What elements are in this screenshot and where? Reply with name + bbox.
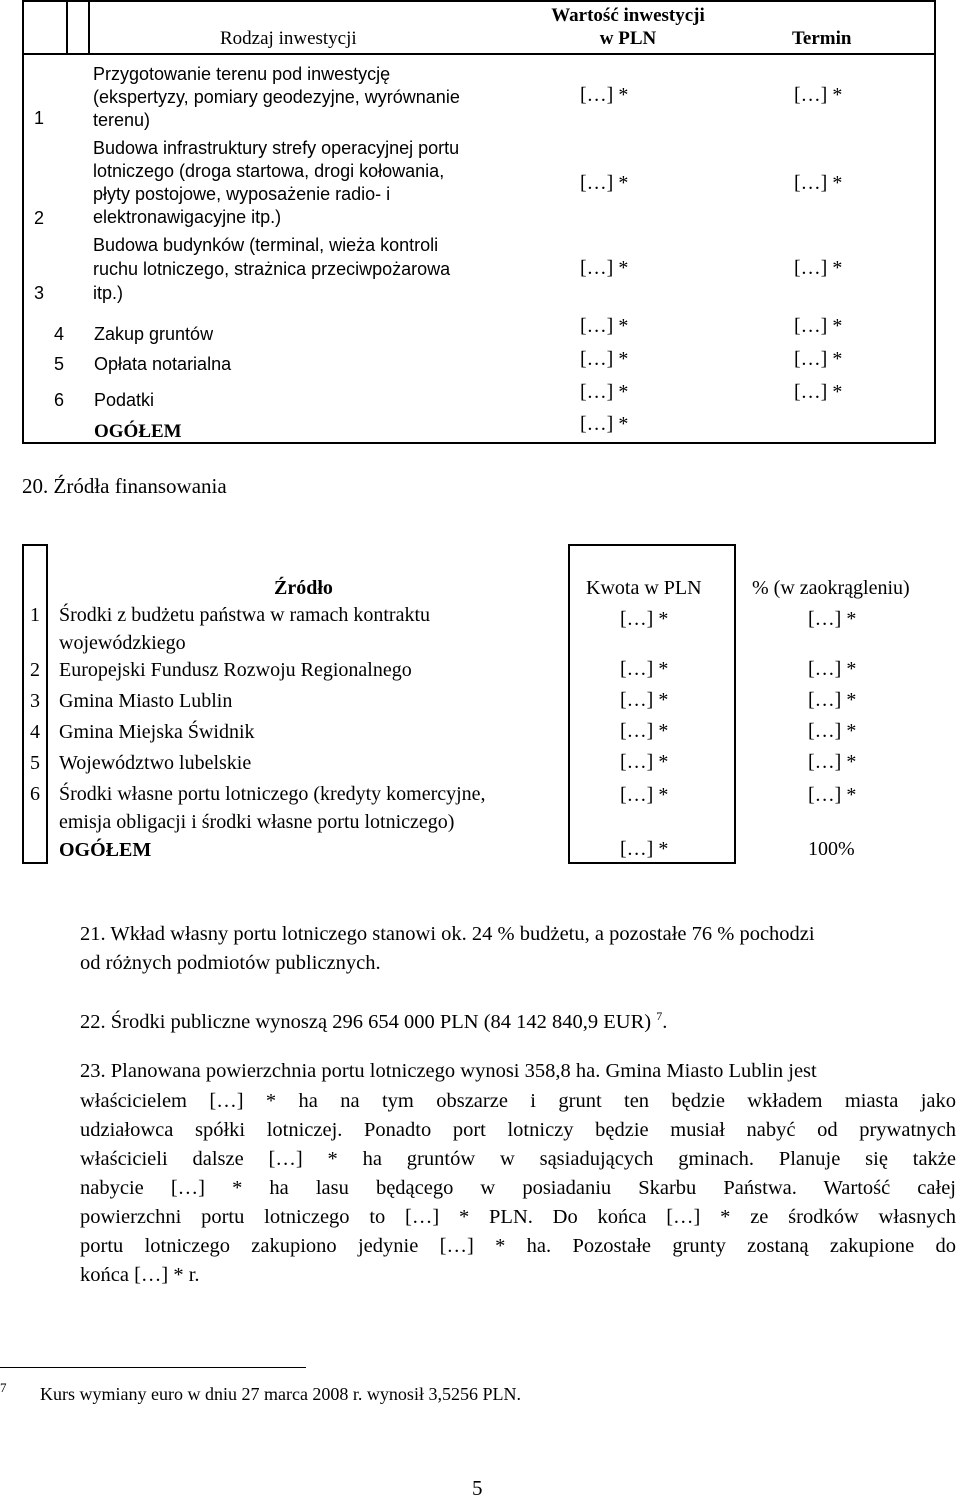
row-number: 5 bbox=[54, 354, 65, 374]
investment-table bbox=[22, 0, 936, 444]
total-percent: 100% bbox=[808, 838, 855, 860]
footnote-mark: 7 bbox=[0, 1380, 7, 1395]
row-desc-line: Opłata notarialna bbox=[94, 354, 232, 374]
header-percent: % (w zaokrągleniu) bbox=[752, 577, 910, 599]
row-desc-line: Środki własne portu lotniczego (kredyty komercyjne, bbox=[59, 783, 486, 805]
amount-placeholder: […] * bbox=[620, 720, 669, 742]
paragraph-23-line: 23. Planowana powierzchnia portu lotniczego wynosi 358,8 ha. Gmina Miasto Lublin jest bbox=[80, 1060, 817, 1082]
row-desc-line: lotniczego (droga startowa, drogi kołowania, bbox=[93, 161, 445, 181]
paragraph-23-line: nabycie […] * ha lasu będącego w posiadaniu Skarbu Państwa. Wartość całej bbox=[80, 1177, 956, 1199]
table-border bbox=[22, 0, 936, 2]
footnote-separator bbox=[0, 1367, 306, 1368]
paragraph-23-line: powierzchni portu lotniczego to […] * PLN. Do końca […] * ze środków własnych bbox=[80, 1206, 956, 1228]
row-desc-line: wojewódzkiego bbox=[59, 632, 186, 654]
amount-placeholder: […] * bbox=[620, 658, 669, 680]
amount-placeholder: […] * bbox=[620, 689, 669, 711]
row-desc-line: Województwo lubelskie bbox=[59, 752, 252, 774]
table-divider bbox=[66, 0, 68, 53]
row-desc-line: Środki z budżetu państwa w ramach kontraktu bbox=[59, 604, 431, 626]
row-number: 2 bbox=[34, 208, 45, 228]
total-amount: […] * bbox=[620, 838, 669, 860]
term-placeholder: […] * bbox=[794, 172, 843, 194]
section-heading: 20. Źródła finansowania bbox=[22, 474, 227, 498]
percent-placeholder: […] * bbox=[808, 658, 857, 680]
value-placeholder: […] * bbox=[580, 381, 629, 403]
row-number: 4 bbox=[54, 324, 65, 344]
row-number: 5 bbox=[30, 752, 40, 774]
row-number: 2 bbox=[30, 659, 40, 681]
table-divider bbox=[22, 53, 936, 55]
paragraph-23-line: właścicieli dalsze […] * ha gruntów w sąsiadujących gminach. Planuje się także bbox=[80, 1148, 956, 1170]
percent-placeholder: […] * bbox=[808, 689, 857, 711]
table-divider bbox=[46, 544, 48, 864]
row-desc-line: elektronawigacyjne itp.) bbox=[93, 207, 282, 227]
table-divider bbox=[88, 0, 90, 53]
row-desc-line: płyty postojowe, wyposażenie radio- i bbox=[93, 184, 391, 204]
header-wartosc-1: Wartość inwestycji bbox=[551, 5, 705, 26]
amount-placeholder: […] * bbox=[620, 608, 669, 630]
row-number: 1 bbox=[30, 604, 40, 626]
row-desc-line: Budowa infrastruktury strefy operacyjnej portu bbox=[93, 138, 460, 158]
table-border bbox=[22, 544, 24, 864]
row-number: 6 bbox=[54, 390, 65, 410]
footnote-text: Kurs wymiany euro w dniu 27 marca 2008 r. wynosił 3,5256 PLN. bbox=[40, 1384, 521, 1404]
row-number: 3 bbox=[30, 690, 40, 712]
table-border bbox=[934, 0, 936, 444]
header-source: Źródło bbox=[274, 577, 333, 599]
table-border bbox=[568, 862, 736, 864]
row-desc-line: itp.) bbox=[93, 283, 124, 303]
value-placeholder: […] * bbox=[580, 84, 629, 106]
paragraph-21-line: 21. Wkład własny portu lotniczego stanowi ok. 24 % budżetu, a pozostałe 76 % pochodzi bbox=[80, 923, 815, 945]
paragraph-22-end: . bbox=[662, 1010, 668, 1033]
row-desc-line: Przygotowanie terenu pod inwestycję bbox=[93, 64, 391, 84]
total-label: OGÓŁEM bbox=[94, 421, 182, 442]
page-number: 5 bbox=[472, 1476, 483, 1500]
paragraph-23-line: właścicielem […] * ha na tym obszarze i grunt ten będzie wkładem miasta jako bbox=[80, 1090, 956, 1112]
row-desc-line: (ekspertyzy, pomiary geodezyjne, wyrównanie bbox=[93, 87, 460, 107]
header-rodzaj: Rodzaj inwestycji bbox=[220, 28, 357, 49]
header-amount: Kwota w PLN bbox=[586, 577, 702, 599]
row-desc-line: ruchu lotniczego, strażnica przeciwpożarowa bbox=[93, 259, 451, 279]
value-placeholder: […] * bbox=[580, 172, 629, 194]
paragraph-22-text: 22. Środki publiczne wynoszą 296 654 000 PLN (84 142 840,9 EUR) bbox=[80, 1010, 657, 1033]
percent-placeholder: […] * bbox=[808, 608, 857, 630]
row-desc-line: Zakup gruntów bbox=[94, 324, 214, 344]
paragraph-21-line: od różnych podmiotów publicznych. bbox=[80, 952, 381, 974]
row-desc-line: Budowa budynków (terminal, wieża kontroli bbox=[93, 235, 439, 255]
term-placeholder: […] * bbox=[794, 348, 843, 370]
table-border bbox=[22, 544, 48, 546]
footnote-ref: 7 bbox=[656, 1009, 663, 1023]
term-placeholder: […] * bbox=[794, 315, 843, 337]
value-placeholder: […] * bbox=[580, 348, 629, 370]
row-desc-line: emisja obligacji i środki własne portu lotniczego) bbox=[59, 811, 455, 833]
term-placeholder: […] * bbox=[794, 257, 843, 279]
amount-placeholder: […] * bbox=[620, 784, 669, 806]
financing-table bbox=[22, 544, 936, 864]
paragraph-23-line: udziałowca spółki lotniczej. Ponadto port lotniczy będzie musiał nabyć od prywatnych bbox=[80, 1119, 956, 1141]
percent-placeholder: […] * bbox=[808, 784, 857, 806]
total-label: OGÓŁEM bbox=[59, 839, 152, 861]
row-number: 4 bbox=[30, 721, 40, 743]
row-number: 1 bbox=[34, 108, 45, 128]
row-desc-line: Europejski Fundusz Rozwoju Regionalnego bbox=[59, 659, 412, 681]
row-desc-line: Gmina Miejska Świdnik bbox=[59, 721, 255, 743]
table-border bbox=[568, 544, 736, 546]
value-placeholder: […] * bbox=[580, 257, 629, 279]
paragraph-22 bbox=[80, 1002, 667, 1037]
paragraph-23-line: końca […] * r. bbox=[80, 1264, 200, 1286]
table-divider bbox=[568, 544, 570, 864]
row-desc-line: Podatki bbox=[94, 390, 155, 410]
header-termin: Termin bbox=[792, 28, 852, 49]
header-wartosc-2: w PLN bbox=[599, 28, 657, 49]
row-number: 3 bbox=[34, 283, 45, 303]
table-border bbox=[22, 0, 24, 444]
value-placeholder: […] * bbox=[580, 315, 629, 337]
row-desc-line: Gmina Miasto Lublin bbox=[59, 690, 233, 712]
row-desc-line: terenu) bbox=[93, 110, 151, 130]
paragraph-23-line: portu lotniczego zakupiono jedynie […] * ha. Pozostałe grunty zostaną zakupione do bbox=[80, 1235, 956, 1257]
term-placeholder: […] * bbox=[794, 84, 843, 106]
term-placeholder: […] * bbox=[794, 381, 843, 403]
percent-placeholder: […] * bbox=[808, 720, 857, 742]
row-number: 6 bbox=[30, 783, 40, 805]
total-value: […] * bbox=[580, 413, 629, 435]
table-divider bbox=[734, 544, 736, 864]
table-border bbox=[22, 862, 48, 864]
amount-placeholder: […] * bbox=[620, 751, 669, 773]
percent-placeholder: […] * bbox=[808, 751, 857, 773]
